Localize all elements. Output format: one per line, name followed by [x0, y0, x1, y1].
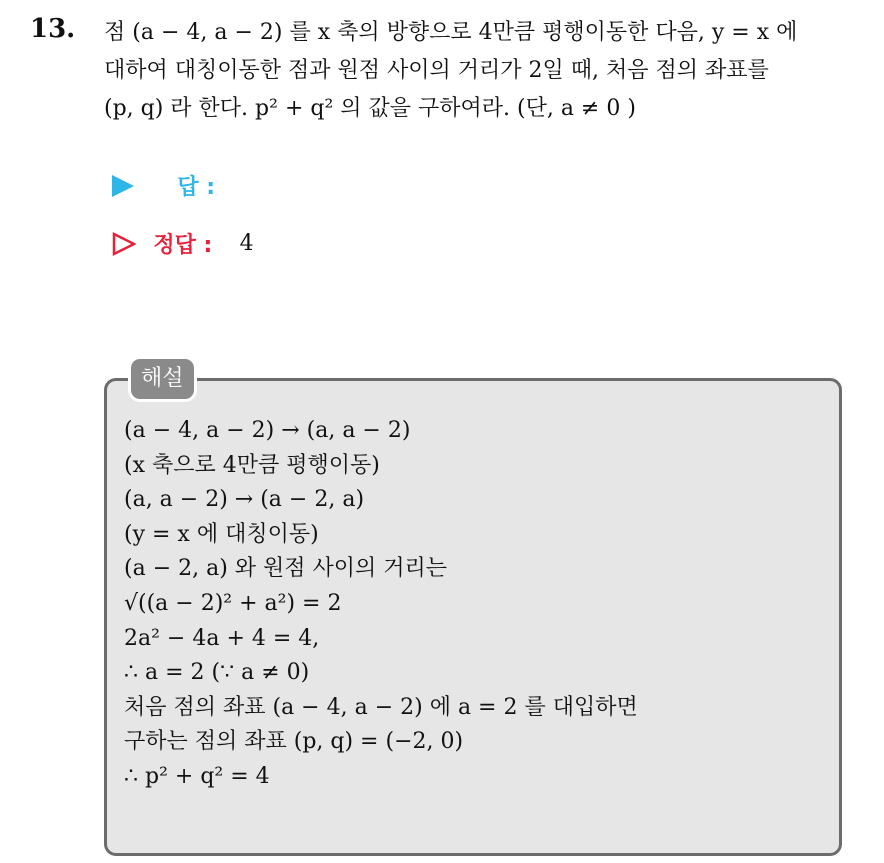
solution-content [124, 414, 824, 795]
play-triangle-icon [112, 175, 134, 197]
solution-line: √((a − 2)² + a²) = 2 [124, 590, 342, 616]
solution-line: (a, a − 2) → (a − 2, a) [124, 487, 365, 513]
solution-line: (a − 2, a) 와 원점 사이의 거리는 [124, 556, 448, 582]
solution-line: (a − 4, a − 2) → (a, a − 2) [124, 418, 411, 443]
solution-tab: 해설 [128, 356, 197, 402]
solution-line: 처음 점의 좌표 (a − 4, a − 2) 에 a = 2 를 대입하면 [124, 694, 638, 720]
solution-line: (x 축으로 4만큼 평행이동) [124, 452, 380, 478]
solution-line: (y = x 에 대칭이동) [124, 521, 319, 547]
correct-answer-value: 4 [239, 231, 254, 256]
question-line: 대하여 대칭이동한 점과 원점 사이의 거리가 2일 때, 처음 점의 좌표를 [104, 58, 769, 83]
question-number: 13. [30, 14, 76, 44]
correct-answer-label: 정답 : [153, 233, 213, 258]
solution-line: ∴ a = 2 (∵ a ≠ 0) [124, 660, 310, 686]
solution-line: ∴ p² + q² = 4 [124, 763, 270, 789]
question-line: (p, q) 라 한다. p² + q² 의 값을 구하여라. (단, a ≠ 0 ) [104, 96, 636, 121]
answer-row [112, 170, 215, 201]
question-text [104, 14, 874, 128]
solution-line: 2a² − 4a + 4 = 4, [124, 625, 320, 651]
correct-answer-row [112, 228, 254, 259]
outline-triangle-icon [112, 232, 136, 256]
question-line: 점 (a − 4, a − 2) 를 x 축의 방향으로 4만큼 평행이동한 다음, y = x 에 [104, 20, 798, 45]
solution-line: 구하는 점의 좌표 (p, q) = (−2, 0) [124, 729, 464, 755]
answer-label: 답 : [177, 175, 216, 200]
